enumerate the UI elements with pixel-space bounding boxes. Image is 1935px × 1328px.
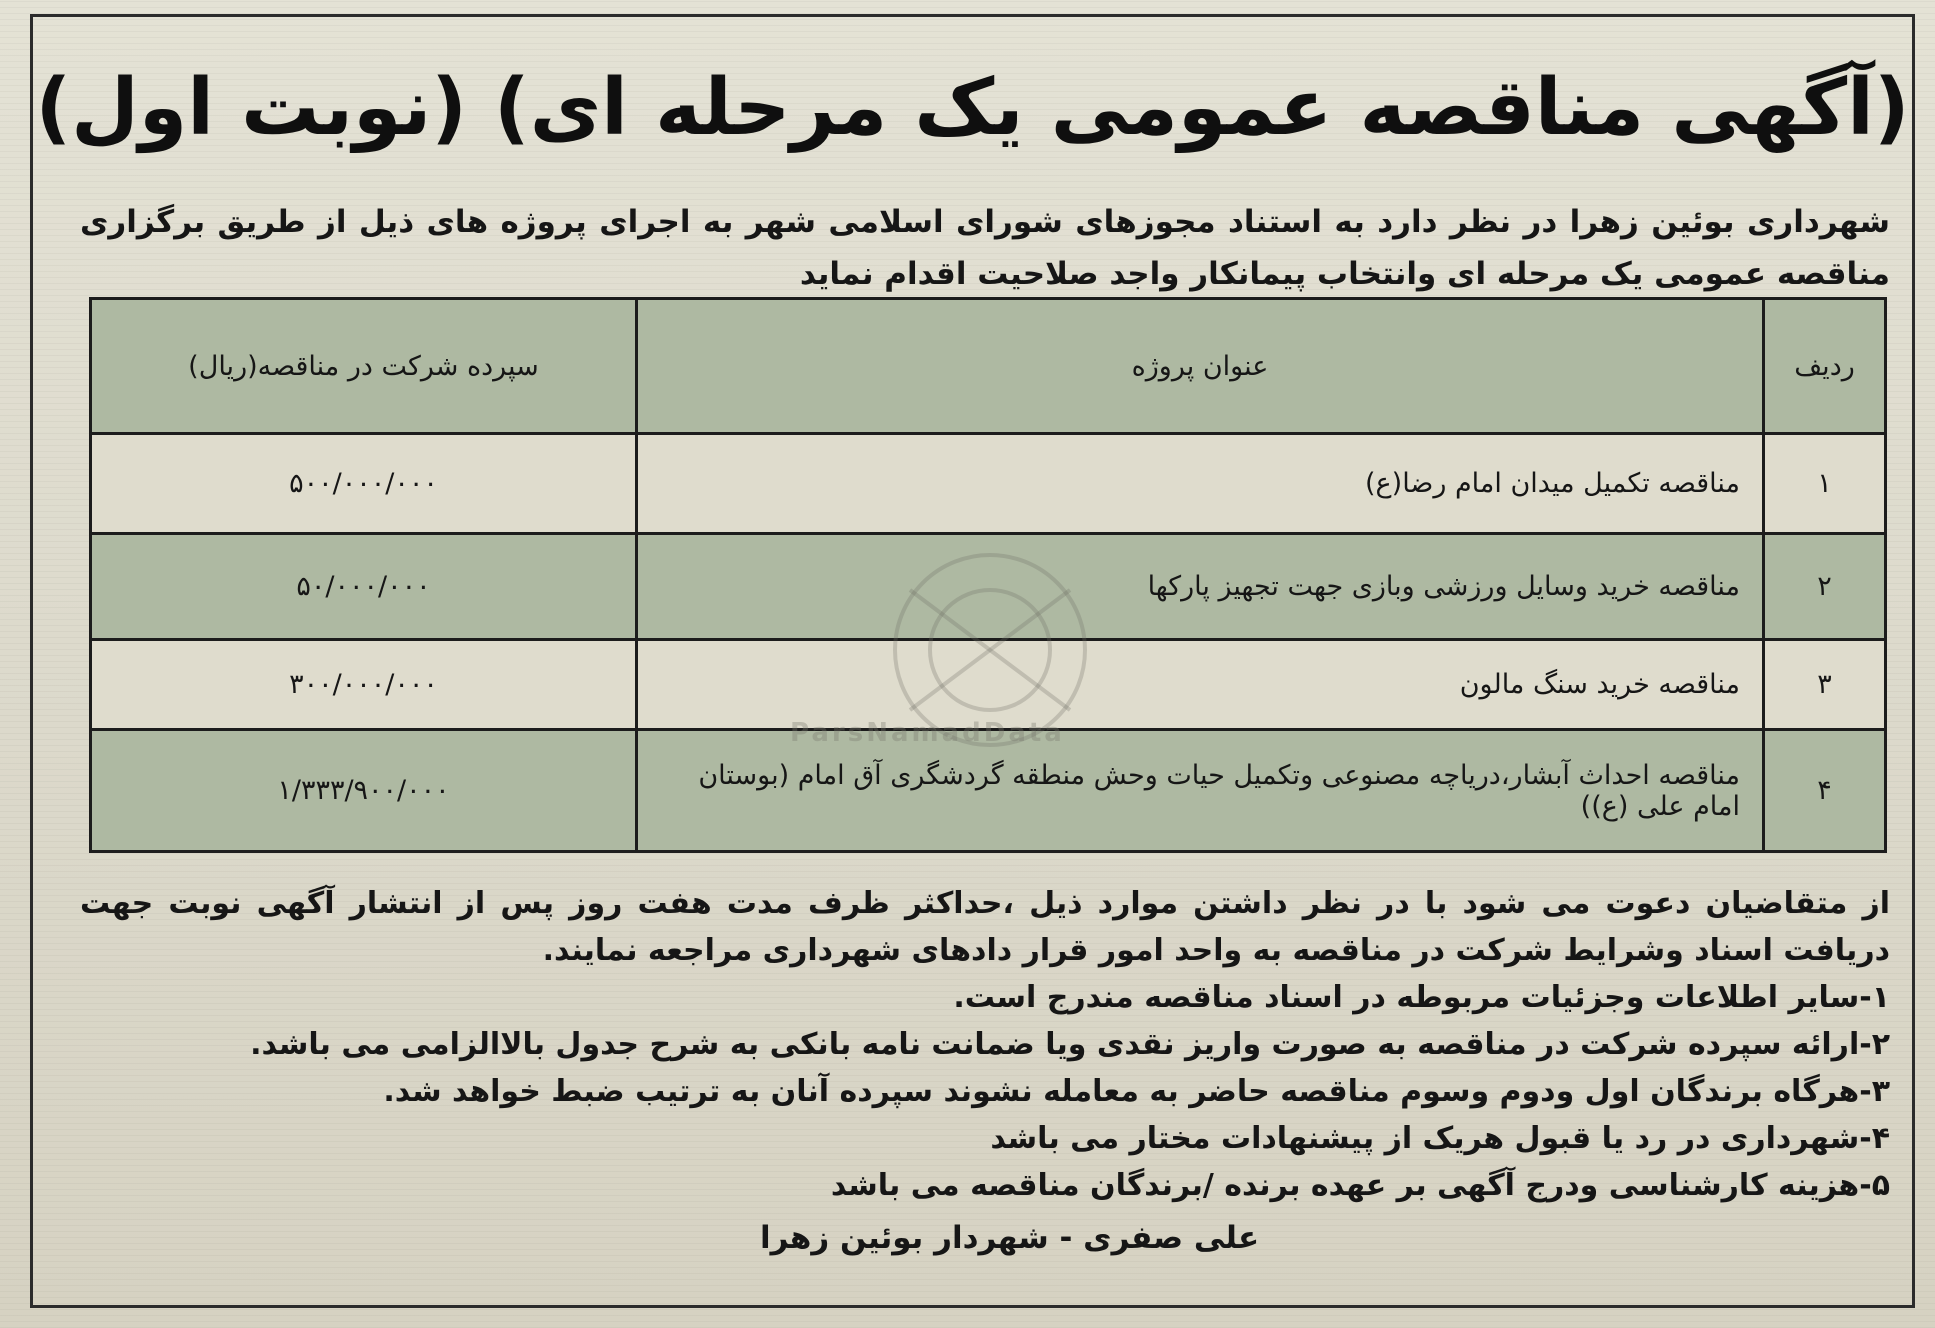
- notice-title: (آگهی مناقصه عمومی یک مرحله ای) (نوبت اول): [35, 63, 1910, 153]
- row-number: ۴: [1764, 730, 1886, 852]
- project-title: مناقصه تکمیل میدان امام رضا(ع): [637, 434, 1764, 534]
- row-number: ۳: [1764, 640, 1886, 730]
- list-item: ۳-هرگاه برندگان اول ودوم وسوم مناقصه حاضر به معامله نشوند سپرده آنان به ترتیب ضبط خواهد شد.: [383, 1074, 1890, 1109]
- deposit-amount: ۵۰۰/۰۰۰/۰۰۰: [91, 434, 637, 534]
- deposit-amount: ۳۰۰/۰۰۰/۰۰۰: [91, 640, 637, 730]
- row-number: ۱: [1764, 434, 1886, 534]
- signature: علی صفری - شهردار بوئین زهرا: [760, 1220, 1260, 1256]
- table-row: [91, 434, 1886, 534]
- conditions-list: [80, 974, 1890, 1209]
- notice-body: [80, 880, 1890, 1209]
- list-item: ۱-سایر اطلاعات وجزئیات مربوطه در اسناد مناقصه مندرج است.: [953, 980, 1890, 1015]
- watermark-text: ParsNamadData: [790, 718, 1065, 748]
- row-number: ۲: [1764, 534, 1886, 640]
- projects-table-container: [92, 297, 1887, 853]
- invitation-paragraph: از متقاضیان دعوت می شود با در نظر داشتن موارد ذیل ،حداکثر ظرف مدت هفت روز پس از انتشار آگهی نوبت جهت دریافت اسناد وشرایط شرکت در مناقصه به واحد امور قرار دادهای شهرداری مراجعه نمایند.: [80, 886, 1890, 968]
- header-deposit: سپرده شرکت در مناقصه(ریال): [91, 299, 637, 434]
- deposit-amount: ۵۰/۰۰۰/۰۰۰: [91, 534, 637, 640]
- table-header-row: [91, 299, 1886, 434]
- table-row: [91, 640, 1886, 730]
- list-item: ۵-هزینه کارشناسی ودرج آگهی بر عهده برنده /برندگان مناقصه می باشد: [830, 1168, 1890, 1203]
- project-title: مناقصه خرید وسایل ورزشی وبازی جهت تجهیز پارکها: [637, 534, 1764, 640]
- project-title: مناقصه احداث آبشار،دریاچه مصنوعی وتکمیل حیات وحش منطقه گردشگری آق امام (بوستان امام علی (ع)): [637, 730, 1764, 852]
- table-row: [91, 534, 1886, 640]
- deposit-amount: ۱/۳۳۳/۹۰۰/۰۰۰: [91, 730, 637, 852]
- header-row-number: ردیف: [1764, 299, 1886, 434]
- header-project-title: عنوان پروژه: [637, 299, 1764, 434]
- project-title: مناقصه خرید سنگ مالون: [637, 640, 1764, 730]
- list-item: ۴-شهرداری در رد یا قبول هریک از پیشنهادات مختار می باشد: [990, 1121, 1890, 1156]
- list-item: ۲-ارائه سپرده شرکت در مناقصه به صورت واریز نقدی ویا ضمانت نامه بانکی به شرح جدول بالاالزامی می باشد.: [250, 1027, 1890, 1062]
- intro-paragraph: شهرداری بوئین زهرا در نظر دارد به استناد مجوزهای شورای اسلامی شهر به اجرای پروژه های ذیل از طریق برگزاری مناقصه عمومی یک مرحله ای وانتخاب پیمانکار واجد صلاحیت اقدام نماید: [80, 204, 1890, 292]
- projects-table: [89, 297, 1887, 853]
